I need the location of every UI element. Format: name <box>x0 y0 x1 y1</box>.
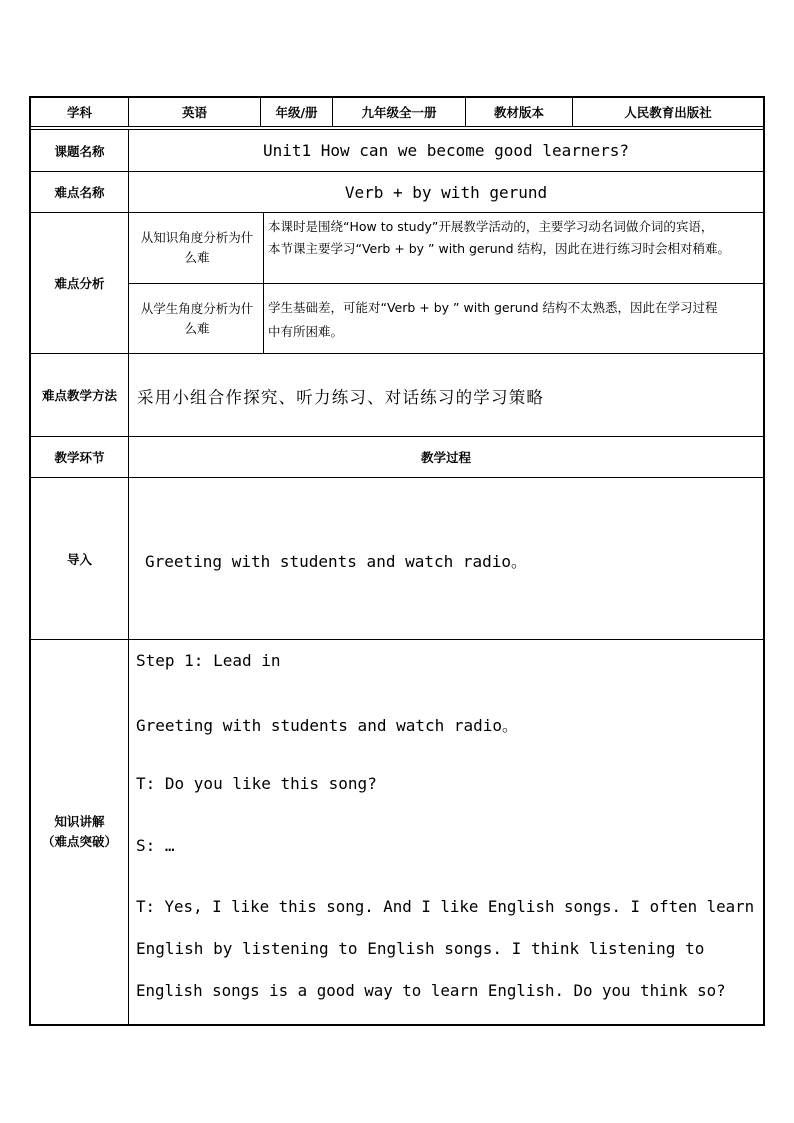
process-line: T: Yes, I like this song. And I like English songs. I often learn <box>136 897 755 916</box>
process-line: Greeting with students and watch radio。 <box>136 716 519 735</box>
student-angle-text <box>268 296 762 344</box>
edition-label: 教材版本 <box>493 105 544 120</box>
process-line: Step 1: Lead in <box>136 651 281 670</box>
student-angle-label: 从学生角度分析为什么难 <box>140 300 254 336</box>
table-right-border <box>763 96 765 1026</box>
header-row-bottom-border <box>29 126 765 127</box>
difficulty-label: 难点名称 <box>54 185 105 200</box>
row-divider <box>29 639 765 640</box>
table-bottom-border <box>29 1024 765 1026</box>
knowledge-angle-text <box>268 216 762 260</box>
knowledge-explain-label-line: （难点突破） <box>41 834 117 849</box>
process-line: S: … <box>136 836 175 855</box>
student-angle-text-line: 中有所困难。 <box>268 324 344 339</box>
process-line: English songs is a good way to learn English. Do you think so? <box>136 981 726 1000</box>
knowledge-angle-text-line: 本课时是围绕“How to study”开展教学活动的，主要学习动名词做介词的宾语， <box>268 219 714 234</box>
knowledge-explain-label <box>31 640 128 1024</box>
intro-text: Greeting with students and watch radio。 <box>145 552 528 571</box>
process-line: English by listening to English songs. I think listening to <box>136 939 705 958</box>
lesson-title-value: Unit1 How can we become good learners? <box>262 141 630 160</box>
difficulty-value: Verb + by with gerund <box>344 182 548 202</box>
analysis-column-divider <box>263 212 264 353</box>
label-column-divider <box>128 129 129 1025</box>
row-divider <box>29 477 765 478</box>
edition-value: 人民教育出版社 <box>624 105 712 120</box>
knowledge-explain-label-line: 知识讲解 <box>54 814 105 829</box>
process-header: 教学过程 <box>420 450 471 465</box>
method-text: 采用小组合作探究、听力练习、对话练习的学习策略 <box>137 388 545 407</box>
row-divider <box>29 353 765 354</box>
process-line: T: Do you like this song? <box>136 774 377 793</box>
student-angle-text-line: 学生基础差，可能对“Verb + by ” with gerund 结构不太熟悉，因此在学习过程 <box>268 300 718 315</box>
knowledge-angle-label: 从知识角度分析为什么难 <box>140 230 254 265</box>
subject-value: 英语 <box>181 105 207 120</box>
grade-value: 九年级全一册 <box>361 105 437 120</box>
intro-label: 导入 <box>66 551 92 567</box>
lesson-title-label: 课题名称 <box>54 143 105 159</box>
knowledge-angle-text-line: 本节课主要学习“Verb + by ” with gerund 结构，因此在进行练习时会相对稍难。 <box>268 241 731 256</box>
analysis-label: 难点分析 <box>54 276 105 291</box>
method-label: 难点教学方法 <box>41 388 117 403</box>
stage-header: 教学环节 <box>54 450 105 465</box>
subject-label: 学科 <box>66 105 92 120</box>
grade-label: 年级/册 <box>275 105 318 120</box>
